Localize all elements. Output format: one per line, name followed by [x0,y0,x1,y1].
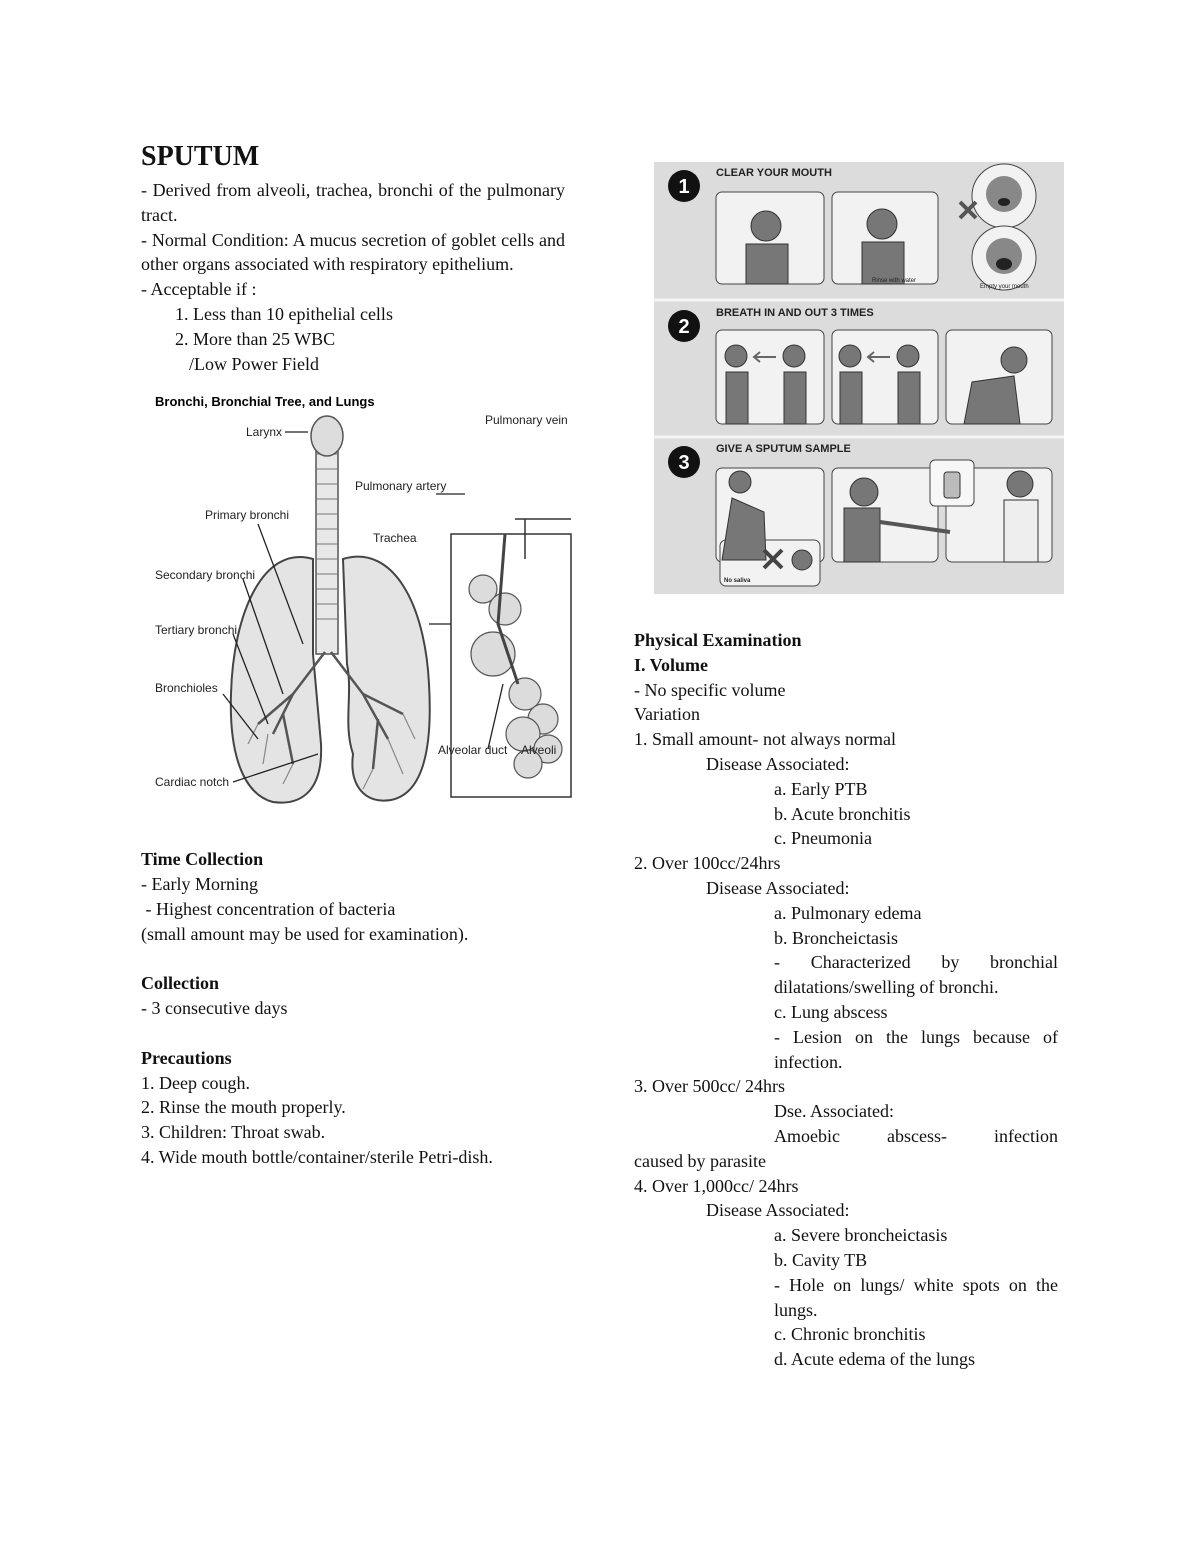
acceptable-item: 2. More than 25 WBC [175,328,336,349]
disease-associated-label: Dse. Associated: [774,1101,894,1122]
disease-item: a. Early PTB [774,778,868,799]
time-collection-line: - Early Morning [141,874,258,895]
label-pulmonary-artery: Pulmonary artery [355,479,447,494]
disease-item: d. Acute edema of the lungs [774,1349,975,1370]
disease-associated-label: Disease Associated: [706,877,850,898]
precaution-item: 4. Wide mouth bottle/container/sterile Petri-dish. [141,1146,493,1167]
disease-item: b. Acute bronchitis [774,803,911,824]
precautions-heading: Precautions [141,1047,232,1068]
volume-line: 1. Small amount- not always normal [634,729,896,750]
disease-note: caused by parasite [634,1150,766,1171]
disease-associated-label: Disease Associated: [706,753,850,774]
volume-line: 2. Over 100cc/24hrs [634,853,781,874]
step2-label: BREATH IN AND OUT 3 TIMES [716,307,874,319]
time-collection-line: - Highest concentration of bacteria [141,898,396,919]
collection-line: - 3 consecutive days [141,998,288,1019]
step3-label: GIVE A SPUTUM SAMPLE [716,443,851,455]
disease-item: c. Pneumonia [774,828,872,849]
volume-line: - No specific volume [634,679,786,700]
acceptable-item: /Low Power Field [189,353,319,374]
disease-item: a. Severe broncheictasis [774,1225,948,1246]
volume-heading: I. Volume [634,654,709,675]
page-title: SPUTUM [141,141,260,172]
intro-line: - Normal Condition: A mucus secretion of goblet cells and other organs associated with respiratory epithelium. [141,229,565,275]
label-primary-bronchi: Primary bronchi [205,508,290,523]
sputum-collection-steps-figure [654,162,1064,594]
bronchial-tree-diagram [153,394,573,814]
disease-item: c. Lung abscess [774,1001,888,1022]
intro-line: - Derived from alveoli, trachea, bronchi of the pulmonary tract. [141,180,565,225]
disease-associated-label: Disease Associated: [706,1200,850,1221]
step3-number: 3 [678,452,690,474]
step1-number: 1 [678,176,690,198]
disease-item: c. Chronic bronchitis [774,1324,926,1345]
label-cardiac-notch: Cardiac notch [155,775,230,790]
disease-note: - Lesion on the lungs because of infection. [774,1026,1058,1072]
diagram-title: Bronchi, Bronchial Tree, and Lungs [155,394,375,410]
step2-number: 2 [678,316,690,338]
step3-caption: No saliva [724,578,751,584]
label-pulmonary-vein: Pulmonary vein [485,413,568,428]
label-alveoli: Alveoli [521,743,557,758]
disease-note: - Characterized by bronchial dilatations/swelling of bronchi. [774,952,1058,998]
precaution-item: 3. Children: Throat swab. [141,1122,326,1143]
disease-note: - Hole on lungs/ white spots on the lungs. [774,1274,1058,1320]
precaution-item: 2. Rinse the mouth properly. [141,1097,346,1118]
disease-item: b. Broncheictasis [774,927,898,948]
time-collection-line: (small amount may be used for examination). [141,923,469,944]
left-column [141,140,568,1170]
volume-line: 3. Over 500cc/ 24hrs [634,1076,785,1097]
acceptable-item: 1. Less than 10 epithelial cells [175,303,393,324]
volume-line: Variation [634,704,700,725]
step1-caption-empty: Empty your mouth [980,284,1029,290]
step1-label: CLEAR YOUR MOUTH [716,167,832,179]
label-alveolar-duct: Alveolar duct [438,743,508,758]
label-larynx: Larynx [246,425,283,440]
step1-caption-rinse: Rinse with water [872,278,917,284]
collection-heading: Collection [141,973,219,994]
disease-item: b. Cavity TB [774,1249,868,1270]
right-column [634,628,1058,1372]
label-bronchioles: Bronchioles [155,681,218,696]
physical-exam-heading: Physical Examination [634,630,802,650]
precaution-item: 1. Deep cough. [141,1072,250,1093]
disease-item: a. Pulmonary edema [774,902,922,923]
label-secondary-bronchi: Secondary bronchi [155,568,256,583]
label-trachea: Trachea [373,531,417,546]
label-tertiary-bronchi: Tertiary bronchi [155,623,238,638]
intro-line: - Acceptable if : [141,279,257,300]
time-collection-heading: Time Collection [141,849,264,870]
disease-note: Amoebic abscess- infection [774,1125,1058,1146]
volume-line: 4. Over 1,000cc/ 24hrs [634,1175,799,1196]
